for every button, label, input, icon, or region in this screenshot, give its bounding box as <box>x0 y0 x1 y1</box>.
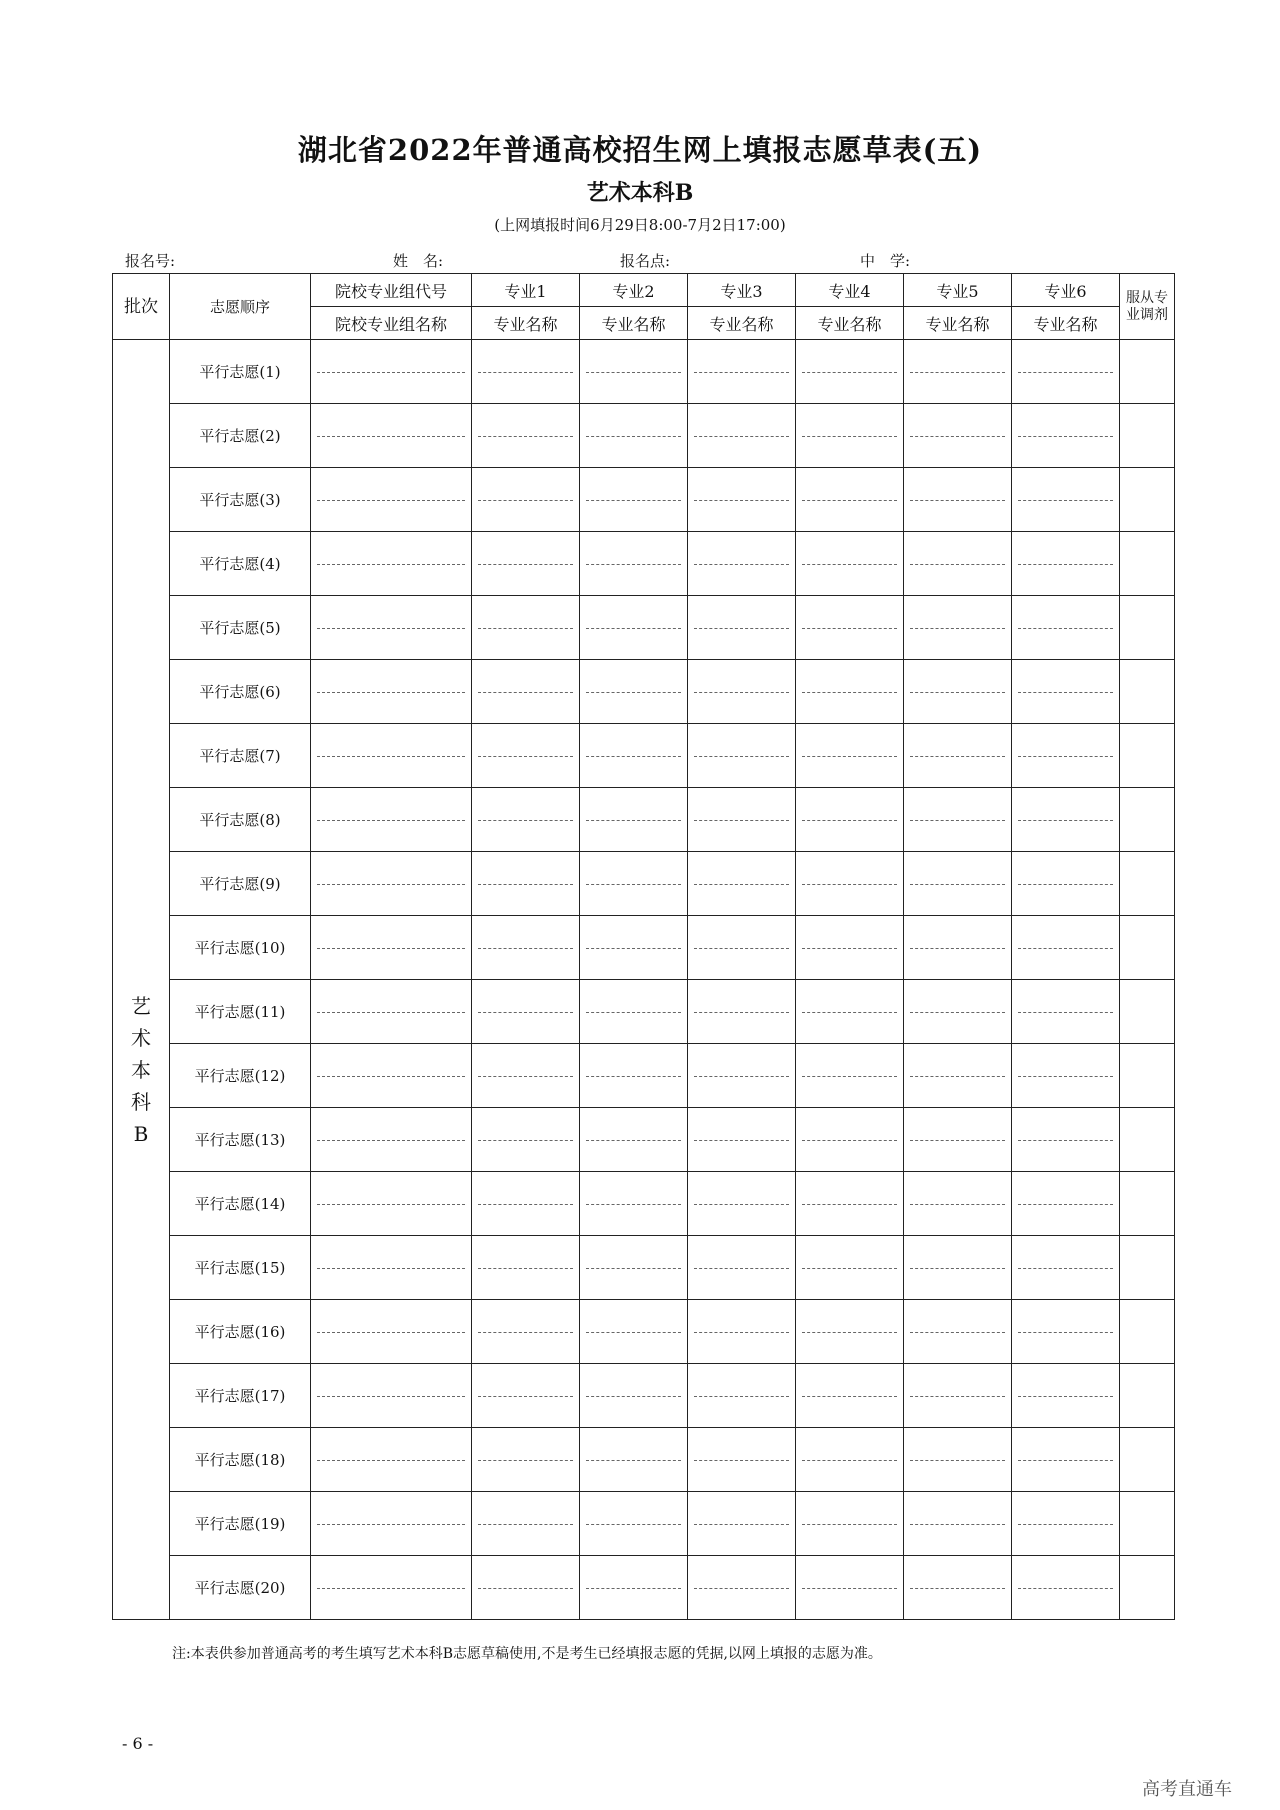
table-row <box>113 1236 1175 1300</box>
order-cell: 平行志愿(6) <box>170 660 311 724</box>
major-4-cell[interactable] <box>796 1172 904 1236</box>
major-1-cell[interactable] <box>472 1556 580 1620</box>
group-code-cell[interactable] <box>311 1428 472 1492</box>
major-2-cell[interactable] <box>580 1428 688 1492</box>
major-2-cell[interactable] <box>580 980 688 1044</box>
major-1-cell[interactable] <box>472 1492 580 1556</box>
major-1-cell[interactable] <box>472 852 580 916</box>
major-5-cell[interactable] <box>904 1044 1012 1108</box>
group-code-cell[interactable] <box>311 404 472 468</box>
order-cell: 平行志愿(3) <box>170 468 311 532</box>
table-row <box>113 468 1175 532</box>
major-2-cell[interactable] <box>580 788 688 852</box>
table-row <box>113 1172 1175 1236</box>
obey-adjust-cell[interactable] <box>1120 1236 1175 1300</box>
major-name-header: 专业名称 <box>1012 307 1120 340</box>
major-5-cell[interactable] <box>904 724 1012 788</box>
major-6-cell[interactable] <box>1012 1492 1120 1556</box>
major-4-cell[interactable] <box>796 340 904 404</box>
order-cell: 平行志愿(17) <box>170 1364 311 1428</box>
table-row <box>113 724 1175 788</box>
group-code-cell[interactable] <box>311 340 472 404</box>
major-3-cell[interactable] <box>688 532 796 596</box>
major-5-cell[interactable] <box>904 532 1012 596</box>
watermark: 高考直通车 <box>1142 1779 1232 1800</box>
major-2-cell[interactable] <box>580 1556 688 1620</box>
major-1-cell[interactable] <box>472 788 580 852</box>
major-5-cell[interactable] <box>904 660 1012 724</box>
obey-adjust-cell[interactable] <box>1120 1172 1175 1236</box>
group-code-cell[interactable] <box>311 468 472 532</box>
obey-adjust-cell[interactable] <box>1120 404 1175 468</box>
order-cell: 平行志愿(5) <box>170 596 311 660</box>
major-5-cell[interactable] <box>904 340 1012 404</box>
major-5-cell[interactable] <box>904 1108 1012 1172</box>
major-1-cell[interactable] <box>472 532 580 596</box>
major-2-cell[interactable] <box>580 596 688 660</box>
major-6-cell[interactable] <box>1012 1236 1120 1300</box>
major-1-cell[interactable] <box>472 1300 580 1364</box>
major-6-cell[interactable] <box>1012 1172 1120 1236</box>
major-3-cell[interactable] <box>688 404 796 468</box>
major-1-cell[interactable] <box>472 916 580 980</box>
major-6-cell[interactable] <box>1012 788 1120 852</box>
major-5-cell[interactable] <box>904 596 1012 660</box>
obey-adjust-cell[interactable] <box>1120 724 1175 788</box>
major-3-cell[interactable] <box>688 1044 796 1108</box>
obey-adjust-cell[interactable] <box>1120 788 1175 852</box>
major-name-header: 专业名称 <box>580 307 688 340</box>
major-2-cell[interactable] <box>580 340 688 404</box>
major-6-cell[interactable] <box>1012 1556 1120 1620</box>
order-cell: 平行志愿(10) <box>170 916 311 980</box>
major-name-header: 专业名称 <box>796 307 904 340</box>
major-5-cell[interactable] <box>904 1172 1012 1236</box>
major-4-cell[interactable] <box>796 404 904 468</box>
major-5-header: 专业5 <box>904 274 1012 307</box>
major-3-cell[interactable] <box>688 980 796 1044</box>
major-5-cell[interactable] <box>904 1364 1012 1428</box>
major-6-cell[interactable] <box>1012 980 1120 1044</box>
major-2-cell[interactable] <box>580 1364 688 1428</box>
obey-adjust-cell[interactable] <box>1120 980 1175 1044</box>
major-4-cell[interactable] <box>796 532 904 596</box>
obey-adjust-cell[interactable] <box>1120 660 1175 724</box>
major-1-cell[interactable] <box>472 340 580 404</box>
major-4-cell[interactable] <box>796 660 904 724</box>
major-6-cell[interactable] <box>1012 532 1120 596</box>
obey-adjust-cell[interactable] <box>1120 1300 1175 1364</box>
order-cell: 平行志愿(9) <box>170 852 311 916</box>
major-2-cell[interactable] <box>580 404 688 468</box>
obey-adjust-cell[interactable] <box>1120 1556 1175 1620</box>
order-cell: 平行志愿(1) <box>170 340 311 404</box>
major-3-cell[interactable] <box>688 852 796 916</box>
major-3-cell[interactable] <box>688 724 796 788</box>
major-2-cell[interactable] <box>580 1108 688 1172</box>
page-subtitle: 艺术本科B <box>586 180 694 206</box>
group-code-cell[interactable] <box>311 852 472 916</box>
table-row <box>113 1492 1175 1556</box>
order-header: 志愿顺序 <box>170 274 311 340</box>
major-5-cell[interactable] <box>904 980 1012 1044</box>
table-row <box>113 980 1175 1044</box>
major-2-cell[interactable] <box>580 724 688 788</box>
major-4-cell[interactable] <box>796 1300 904 1364</box>
batch-label: 艺术本科B <box>131 993 151 1146</box>
table-row <box>113 788 1175 852</box>
major-2-cell[interactable] <box>580 1300 688 1364</box>
table-row <box>113 852 1175 916</box>
major-4-header: 专业4 <box>796 274 904 307</box>
major-5-cell[interactable] <box>904 1492 1012 1556</box>
table-row <box>113 532 1175 596</box>
major-4-cell[interactable] <box>796 852 904 916</box>
major-5-cell[interactable] <box>904 916 1012 980</box>
obey-adjust-cell[interactable] <box>1120 468 1175 532</box>
major-3-cell[interactable] <box>688 340 796 404</box>
page-number: - 6 - <box>122 1734 154 1753</box>
major-4-cell[interactable] <box>796 980 904 1044</box>
major-6-cell[interactable] <box>1012 1108 1120 1172</box>
major-2-cell[interactable] <box>580 1236 688 1300</box>
major-3-header: 专业3 <box>688 274 796 307</box>
major-3-cell[interactable] <box>688 1300 796 1364</box>
major-5-cell[interactable] <box>904 788 1012 852</box>
group-code-header: 院校专业组代号 <box>311 274 472 307</box>
page-title: 湖北省2022年普通高校招生网上填报志愿草表(五) <box>297 133 983 167</box>
table-row <box>113 1428 1175 1492</box>
major-3-cell[interactable] <box>688 788 796 852</box>
major-5-cell[interactable] <box>904 852 1012 916</box>
major-5-cell[interactable] <box>904 1236 1012 1300</box>
group-code-cell[interactable] <box>311 980 472 1044</box>
major-5-cell[interactable] <box>904 1428 1012 1492</box>
major-6-cell[interactable] <box>1012 852 1120 916</box>
major-6-cell[interactable] <box>1012 404 1120 468</box>
order-cell: 平行志愿(18) <box>170 1428 311 1492</box>
group-code-cell[interactable] <box>311 596 472 660</box>
group-code-cell[interactable] <box>311 660 472 724</box>
order-cell: 平行志愿(19) <box>170 1492 311 1556</box>
order-cell: 平行志愿(11) <box>170 980 311 1044</box>
major-4-cell[interactable] <box>796 1364 904 1428</box>
major-4-cell[interactable] <box>796 724 904 788</box>
major-6-header: 专业6 <box>1012 274 1120 307</box>
major-4-cell[interactable] <box>796 788 904 852</box>
major-1-cell[interactable] <box>472 1172 580 1236</box>
group-code-cell[interactable] <box>311 1492 472 1556</box>
order-cell: 平行志愿(13) <box>170 1108 311 1172</box>
order-cell: 平行志愿(12) <box>170 1044 311 1108</box>
obey-adjust-cell[interactable] <box>1120 340 1175 404</box>
major-5-cell[interactable] <box>904 1556 1012 1620</box>
major-name-header: 专业名称 <box>472 307 580 340</box>
major-2-cell[interactable] <box>580 852 688 916</box>
school-label: 中 学: <box>860 252 911 270</box>
major-2-cell[interactable] <box>580 916 688 980</box>
major-6-cell[interactable] <box>1012 468 1120 532</box>
order-cell: 平行志愿(4) <box>170 532 311 596</box>
major-2-header: 专业2 <box>580 274 688 307</box>
major-4-cell[interactable] <box>796 1236 904 1300</box>
major-4-cell[interactable] <box>796 468 904 532</box>
obey-adjust-cell[interactable] <box>1120 1108 1175 1172</box>
group-code-cell[interactable] <box>311 724 472 788</box>
table-row <box>113 1108 1175 1172</box>
major-3-cell[interactable] <box>688 1492 796 1556</box>
group-code-cell[interactable] <box>311 1044 472 1108</box>
major-1-header: 专业1 <box>472 274 580 307</box>
order-cell: 平行志愿(20) <box>170 1556 311 1620</box>
table-row <box>113 660 1175 724</box>
order-cell: 平行志愿(14) <box>170 1172 311 1236</box>
major-name-header: 专业名称 <box>904 307 1012 340</box>
major-3-cell[interactable] <box>688 1556 796 1620</box>
major-1-cell[interactable] <box>472 724 580 788</box>
obey-adjust-cell[interactable] <box>1120 532 1175 596</box>
major-5-cell[interactable] <box>904 404 1012 468</box>
major-5-cell[interactable] <box>904 1300 1012 1364</box>
major-4-cell[interactable] <box>796 1044 904 1108</box>
major-2-cell[interactable] <box>580 1172 688 1236</box>
group-code-cell[interactable] <box>311 1556 472 1620</box>
major-5-cell[interactable] <box>904 468 1012 532</box>
table-row <box>113 340 1175 404</box>
major-1-cell[interactable] <box>472 1364 580 1428</box>
order-cell: 平行志愿(15) <box>170 1236 311 1300</box>
major-1-cell[interactable] <box>472 660 580 724</box>
major-6-cell[interactable] <box>1012 916 1120 980</box>
major-3-cell[interactable] <box>688 916 796 980</box>
major-1-cell[interactable] <box>472 1108 580 1172</box>
group-code-cell[interactable] <box>311 1364 472 1428</box>
major-3-cell[interactable] <box>688 1108 796 1172</box>
major-6-cell[interactable] <box>1012 340 1120 404</box>
group-code-cell[interactable] <box>311 1108 472 1172</box>
major-4-cell[interactable] <box>796 1108 904 1172</box>
group-code-cell[interactable] <box>311 916 472 980</box>
application-form-table <box>112 273 1175 1620</box>
major-4-cell[interactable] <box>796 916 904 980</box>
major-name-header: 专业名称 <box>688 307 796 340</box>
major-6-cell[interactable] <box>1012 1428 1120 1492</box>
major-3-cell[interactable] <box>688 596 796 660</box>
major-2-cell[interactable] <box>580 1492 688 1556</box>
major-2-cell[interactable] <box>580 532 688 596</box>
table-row <box>113 1364 1175 1428</box>
obey-adjust-cell[interactable] <box>1120 1428 1175 1492</box>
major-1-cell[interactable] <box>472 1428 580 1492</box>
batch-header: 批次 <box>113 274 170 340</box>
order-cell: 平行志愿(2) <box>170 404 311 468</box>
obey-adjust-cell[interactable] <box>1120 596 1175 660</box>
major-6-cell[interactable] <box>1012 1300 1120 1364</box>
major-4-cell[interactable] <box>796 1556 904 1620</box>
major-3-cell[interactable] <box>688 1236 796 1300</box>
major-6-cell[interactable] <box>1012 660 1120 724</box>
major-6-cell[interactable] <box>1012 1364 1120 1428</box>
major-1-cell[interactable] <box>472 596 580 660</box>
group-code-cell[interactable] <box>311 532 472 596</box>
major-3-cell[interactable] <box>688 1364 796 1428</box>
table-row <box>113 596 1175 660</box>
obey-adjust-cell[interactable] <box>1120 1492 1175 1556</box>
major-4-cell[interactable] <box>796 1492 904 1556</box>
reg-site-label: 报名点: <box>620 252 671 270</box>
major-4-cell[interactable] <box>796 596 904 660</box>
table-row <box>113 1556 1175 1620</box>
obey-adjust-cell[interactable] <box>1120 1364 1175 1428</box>
major-2-cell[interactable] <box>580 660 688 724</box>
name-label: 姓 名: <box>393 252 444 270</box>
obey-adjust-header: 服从专业调剂 <box>1120 274 1175 340</box>
major-1-cell[interactable] <box>472 468 580 532</box>
table-row <box>113 1300 1175 1364</box>
major-1-cell[interactable] <box>472 980 580 1044</box>
batch-cell <box>113 340 170 1620</box>
reg-no-label: 报名号: <box>125 252 176 270</box>
major-6-cell[interactable] <box>1012 596 1120 660</box>
filing-time-note: (上网填报时间6月29日8:00-7月2日17:00) <box>494 216 786 234</box>
order-cell: 平行志愿(16) <box>170 1300 311 1364</box>
major-2-cell[interactable] <box>580 1044 688 1108</box>
order-cell: 平行志愿(7) <box>170 724 311 788</box>
major-3-cell[interactable] <box>688 1172 796 1236</box>
group-code-cell[interactable] <box>311 1172 472 1236</box>
obey-adjust-cell[interactable] <box>1120 1044 1175 1108</box>
footnote: 注:本表供参加普通高考的考生填写艺术本科B志愿草稿使用,不是考生已经填报志愿的凭据,以网上填报的志愿为准。 <box>172 1646 882 1662</box>
group-code-cell[interactable] <box>311 788 472 852</box>
obey-adjust-cell[interactable] <box>1120 852 1175 916</box>
table-row <box>113 916 1175 980</box>
group-code-cell[interactable] <box>311 1236 472 1300</box>
major-3-cell[interactable] <box>688 660 796 724</box>
major-6-cell[interactable] <box>1012 1044 1120 1108</box>
major-3-cell[interactable] <box>688 468 796 532</box>
major-1-cell[interactable] <box>472 1236 580 1300</box>
major-3-cell[interactable] <box>688 1428 796 1492</box>
order-cell: 平行志愿(8) <box>170 788 311 852</box>
table-row <box>113 404 1175 468</box>
major-2-cell[interactable] <box>580 468 688 532</box>
obey-adjust-cell[interactable] <box>1120 916 1175 980</box>
table-row <box>113 1044 1175 1108</box>
group-name-header: 院校专业组名称 <box>311 307 472 340</box>
group-code-cell[interactable] <box>311 1300 472 1364</box>
major-6-cell[interactable] <box>1012 724 1120 788</box>
major-4-cell[interactable] <box>796 1428 904 1492</box>
major-1-cell[interactable] <box>472 1044 580 1108</box>
major-1-cell[interactable] <box>472 404 580 468</box>
